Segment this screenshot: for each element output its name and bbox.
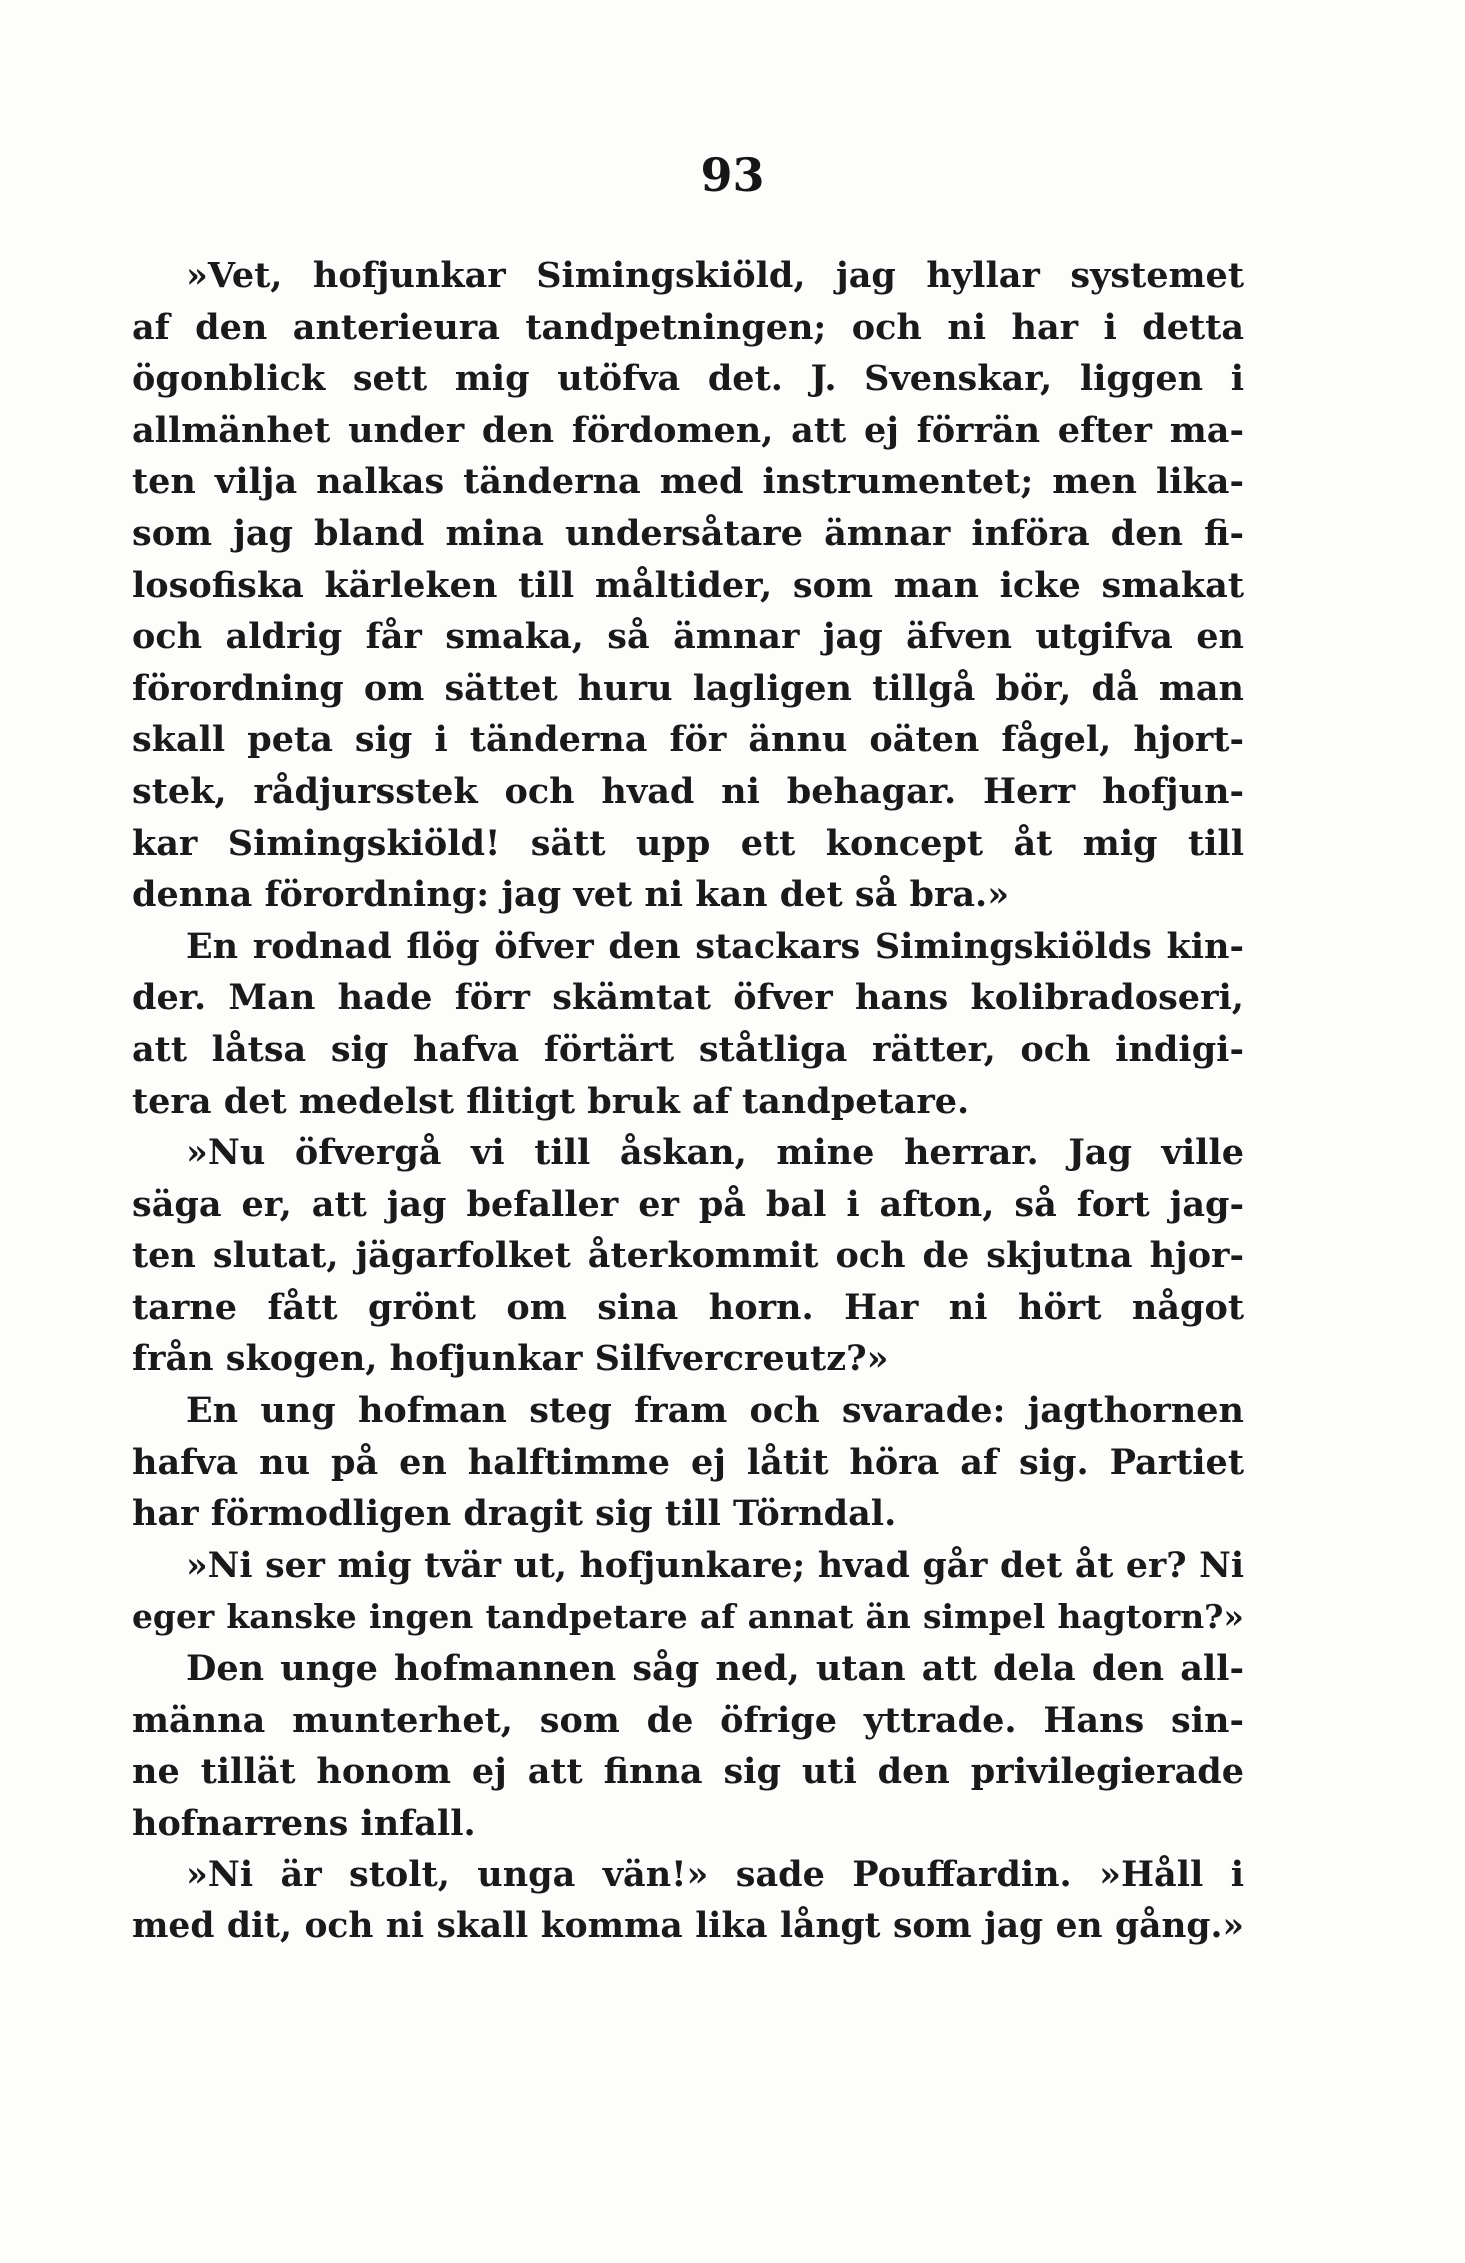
text-line: denna förordning: jag vet ni kan det så bra.» (132, 874, 1010, 916)
text-line: »Ni ser mig tvär ut, hofjunkare; hvad går det åt er? Ni (186, 1544, 1244, 1586)
text-line: har förmodligen dragit sig till Törndal. (132, 1493, 897, 1535)
text-line: der. Man hade förr skämtat öfver hans kolibradoseri, (132, 977, 1244, 1019)
text-line: skall peta sig i tänderna för ännu oäten fågel, hjort- (132, 719, 1244, 761)
text-line: allmänhet under den fördomen, att ej förrän efter ma- (132, 409, 1244, 451)
page-number: 93 (700, 148, 765, 202)
text-line: »Vet, hofjunkar Simingskiöld, jag hyllar systemet (186, 255, 1244, 296)
text-line: af den anterieura tandpetningen; och ni har i detta (132, 306, 1244, 348)
text-line: förordning om sättet huru lagligen tillgå bör, då man (132, 667, 1244, 709)
text-line: tarne fått grönt om sina horn. Har ni hört något (132, 1286, 1244, 1328)
text-line: och aldrig får smaka, så ämnar jag äfven utgifva en (132, 616, 1244, 658)
text-line: ten vilja nalkas tänderna med instrumentet; men lika- (132, 461, 1244, 503)
text-line: »Nu öfvergå vi till åskan, mine herrar. Jag ville (186, 1132, 1244, 1174)
text-line: med dit, och ni skall komma lika långt som jag en gång.» (132, 1906, 1244, 1946)
text-line: kar Simingskiöld! sätt upp ett koncept åt mig till (132, 822, 1244, 864)
text-line: En ung hofman steg fram och svarade: jagthornen (186, 1390, 1244, 1432)
text-line: losofiska kärleken till måltider, som man icke smakat (132, 564, 1244, 606)
text-line: hafva nu på en halftimme ej låtit höra af sig. Partiet (132, 1441, 1244, 1483)
text-line: säga er, att jag befaller er på bal i afton, så fort jag- (132, 1183, 1244, 1225)
text-line: som jag bland mina undersåtare ämnar införa den fi- (132, 512, 1244, 554)
text-line: stek, rådjursstek och hvad ni behagar. Herr hofjun- (132, 770, 1244, 812)
text-line: ten slutat, jägarfolket återkommit och de skjutna hjor- (132, 1235, 1244, 1277)
text-line: från skogen, hofjunkar Silfvercreutz?» (132, 1338, 889, 1380)
text-line: männa munterhet, som de öfrige yttrade. Hans sin- (132, 1699, 1244, 1741)
text-line: tera det medelst flitigt bruk af tandpetare. (132, 1080, 970, 1122)
text-line: »Ni är stolt, unga vän!» sade Pouffardin. »Håll i (186, 1854, 1244, 1896)
text-line: Den unge hofmannen såg ned, utan att dela den all- (186, 1648, 1244, 1690)
text-line: att låtsa sig hafva förtärt ståtliga rätter, och indigi- (132, 1028, 1244, 1070)
body-text (132, 250, 1244, 1953)
text-line: hofnarrens infall. (132, 1802, 476, 1844)
text-line: En rodnad flög öfver den stackars Simingskiölds kin- (186, 925, 1244, 967)
text-line: ne tillät honom ej att finna sig uti den privilegierade (132, 1751, 1244, 1793)
text-line: eger kanske ingen tandpetare af annat än simpel hagtorn?» (132, 1597, 1244, 1637)
text-line: ögonblick sett mig utöfva det. J. Svenskar, liggen i (132, 358, 1244, 400)
